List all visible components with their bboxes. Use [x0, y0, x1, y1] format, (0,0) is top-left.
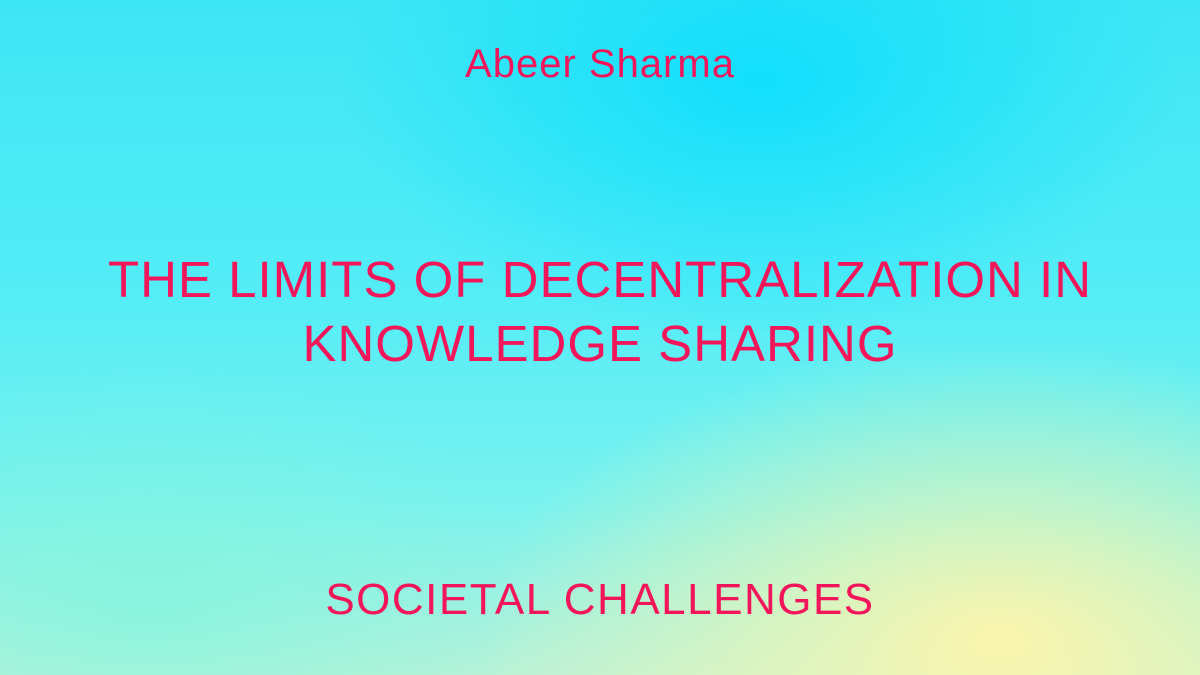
talk-title-line-2: KNOWLEDGE SHARING [302, 315, 898, 372]
talk-title-line-1: THE LIMITS OF DECENTRALIZATION IN [107, 251, 1093, 308]
talk-title [0, 248, 1200, 376]
author-name: Abeer Sharma [465, 42, 735, 86]
category-label: SOCIETAL CHALLENGES [325, 575, 875, 624]
